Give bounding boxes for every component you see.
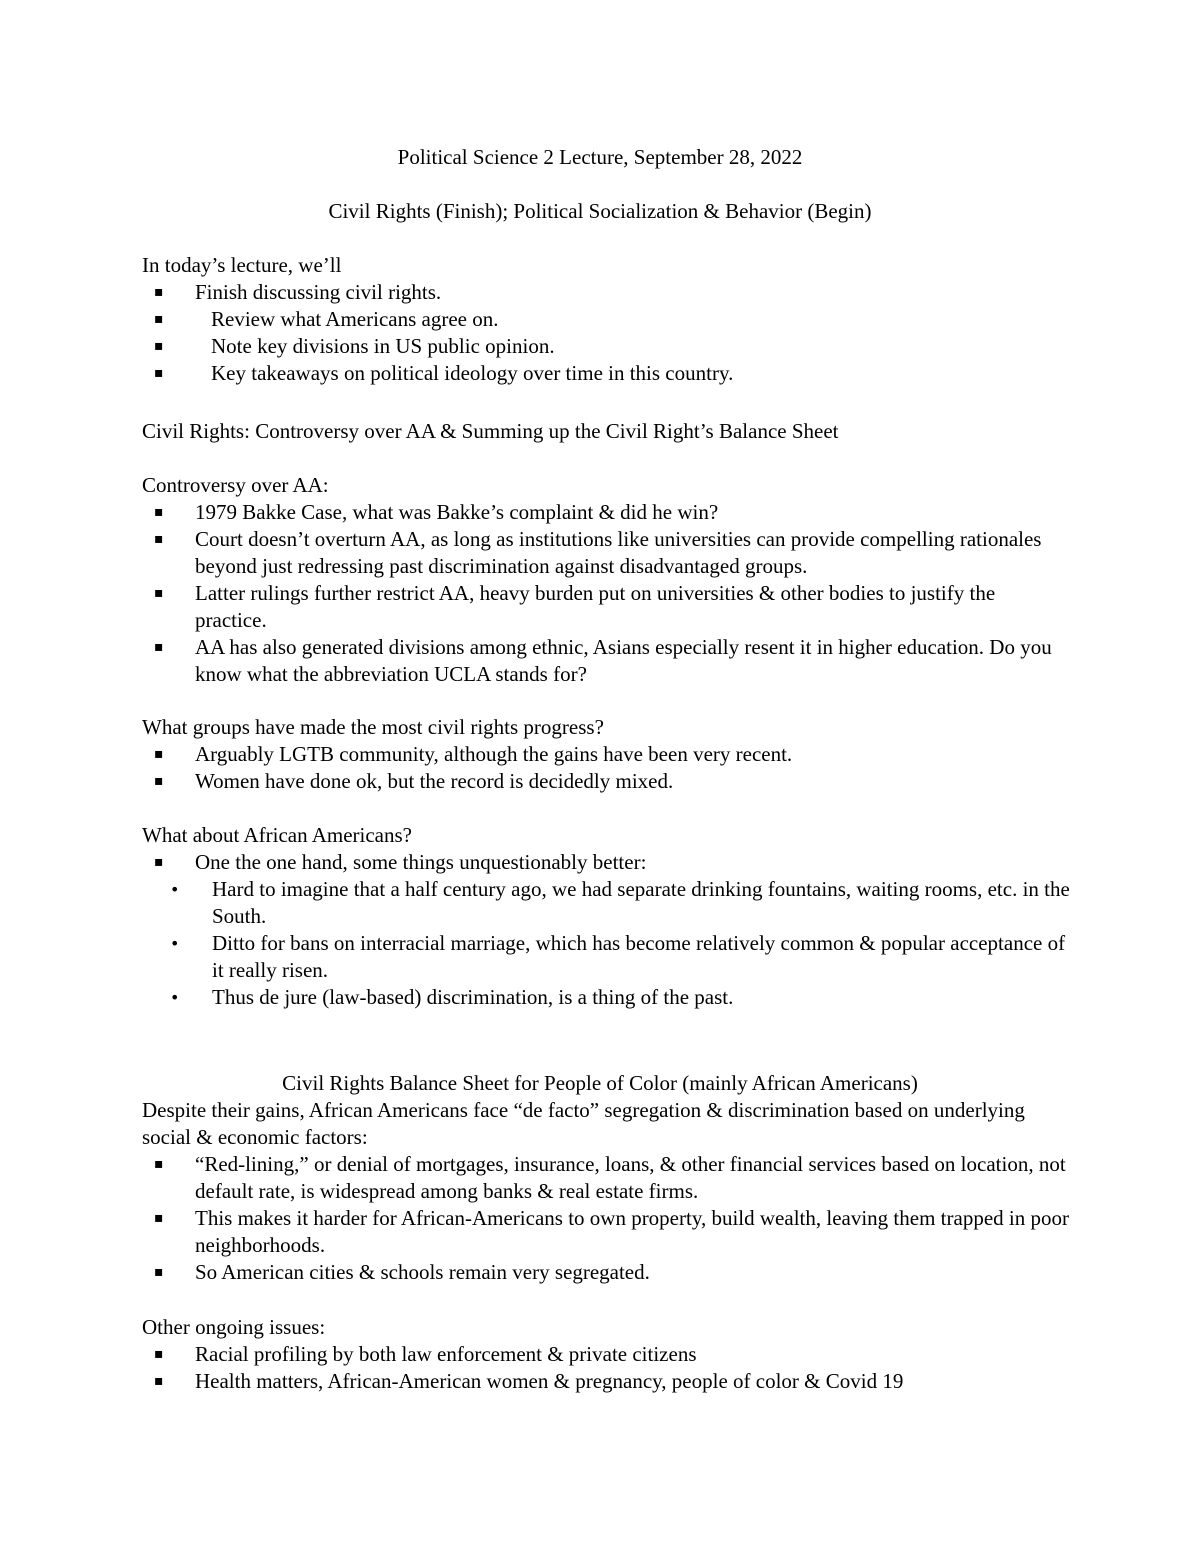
list-item-text: Note key divisions in US public opinion. (211, 334, 555, 358)
list-item (142, 1368, 1072, 1395)
list-item-text: One the one hand, some things unquestionably better: (195, 850, 647, 874)
progress-heading: What groups have made the most civil rights progress? (142, 715, 604, 739)
list-item-text: “Red-lining,” or denial of mortgages, insurance, loans, & other financial services based on location, not default rate, is widespread among banks & real estate firms. (195, 1152, 1066, 1203)
list-item (142, 1341, 1072, 1368)
square-bullet-icon: ▪ (154, 639, 164, 655)
sub-list-item-text: Thus de jure (law-based) discrimination, is a thing of the past. (212, 985, 734, 1009)
list-item (142, 1151, 1072, 1205)
round-bullet-icon: • (170, 934, 180, 953)
intro-list (142, 279, 1072, 387)
round-bullet-icon: • (170, 988, 180, 1007)
square-bullet-icon: ▪ (154, 854, 164, 870)
balance-sheet-heading: Civil Rights Balance Sheet for People of Color (mainly African Americans) (282, 1071, 918, 1095)
list-item-text: 1979 Bakke Case, what was Bakke’s complaint & did he win? (195, 500, 719, 524)
square-bullet-icon: ▪ (154, 1373, 164, 1389)
aa-list (142, 499, 1072, 688)
square-bullet-icon: ▪ (154, 1156, 164, 1172)
list-item-text: Health matters, African-American women & pregnancy, people of color & Covid 19 (195, 1369, 904, 1393)
list-item-text: Latter rulings further restrict AA, heavy burden put on universities & other bodies to justify the practice. (195, 581, 996, 632)
balance-sheet-list (142, 1151, 1072, 1286)
list-item (142, 499, 1072, 526)
list-item (142, 741, 1072, 768)
sub-list-item-text: Ditto for bans on interracial marriage, which has become relatively common & popular acceptance of it really risen. (212, 931, 1066, 982)
list-item-text: Finish discussing civil rights. (195, 280, 442, 304)
list-item (142, 333, 1072, 360)
balance-sheet-lead: Despite their gains, African Americans face “de facto” segregation & discrimination based on underlying social & economic factors: (142, 1098, 1025, 1149)
square-bullet-icon: ▪ (154, 746, 164, 762)
list-item (142, 1259, 1072, 1286)
list-item-text: Women have done ok, but the record is decidedly mixed. (195, 769, 674, 793)
african-americans-list (142, 849, 1072, 1011)
aa-heading: Controversy over AA: (142, 473, 329, 497)
square-bullet-icon: ▪ (154, 1346, 164, 1362)
square-bullet-icon: ▪ (154, 585, 164, 601)
list-item-text: So American cities & schools remain very segregated. (195, 1260, 650, 1284)
list-item-text: AA has also generated divisions among ethnic, Asians especially resent it in higher education. Do you know what the abbreviation UCLA stands for? (195, 635, 1052, 686)
ongoing-list (142, 1341, 1072, 1395)
list-item-text: Court doesn’t overturn AA, as long as institutions like universities can provide compelling rationales beyond just redressing past discrimination against disadvantaged groups. (195, 527, 1042, 578)
round-bullet-icon: • (170, 880, 180, 899)
sub-list-item (142, 930, 1072, 984)
list-item (142, 526, 1072, 580)
square-bullet-icon: ▪ (154, 365, 164, 381)
list-item (142, 849, 1072, 1011)
list-item (142, 580, 1072, 634)
square-bullet-icon: ▪ (154, 531, 164, 547)
intro-lead: In today’s lecture, we’ll (142, 253, 342, 277)
list-item (142, 306, 1072, 333)
square-bullet-icon: ▪ (154, 284, 164, 300)
african-americans-sublist (142, 876, 1072, 1011)
african-americans-heading: What about African Americans? (142, 823, 412, 847)
list-item (142, 360, 1072, 387)
sub-list-item (142, 984, 1072, 1011)
page-title: Political Science 2 Lecture, September 28, 2022 (397, 145, 803, 169)
list-item (142, 768, 1072, 795)
list-item-text: Racial profiling by both law enforcement & private citizens (195, 1342, 697, 1366)
list-item-text: This makes it harder for African-Americans to own property, build wealth, leaving them trapped in poor neighborhoods. (195, 1206, 1069, 1257)
list-item-text: Arguably LGTB community, although the gains have been very recent. (195, 742, 793, 766)
list-item-text: Key takeaways on political ideology over time in this country. (211, 361, 734, 385)
square-bullet-icon: ▪ (154, 1210, 164, 1226)
ongoing-heading: Other ongoing issues: (142, 1315, 326, 1339)
list-item-text: Review what Americans agree on. (211, 307, 499, 331)
square-bullet-icon: ▪ (154, 773, 164, 789)
square-bullet-icon: ▪ (154, 504, 164, 520)
square-bullet-icon: ▪ (154, 338, 164, 354)
square-bullet-icon: ▪ (154, 311, 164, 327)
civil-rights-heading: Civil Rights: Controversy over AA & Summing up the Civil Right’s Balance Sheet (142, 419, 839, 443)
sub-list-item-text: Hard to imagine that a half century ago, we had separate drinking fountains, waiting rooms, etc. in the South. (212, 877, 1070, 928)
sub-list-item (142, 876, 1072, 930)
page-subtitle: Civil Rights (Finish); Political Socialization & Behavior (Begin) (328, 199, 872, 223)
square-bullet-icon: ▪ (154, 1264, 164, 1280)
list-item (142, 279, 1072, 306)
progress-list (142, 741, 1072, 795)
list-item (142, 634, 1072, 688)
list-item (142, 1205, 1072, 1259)
